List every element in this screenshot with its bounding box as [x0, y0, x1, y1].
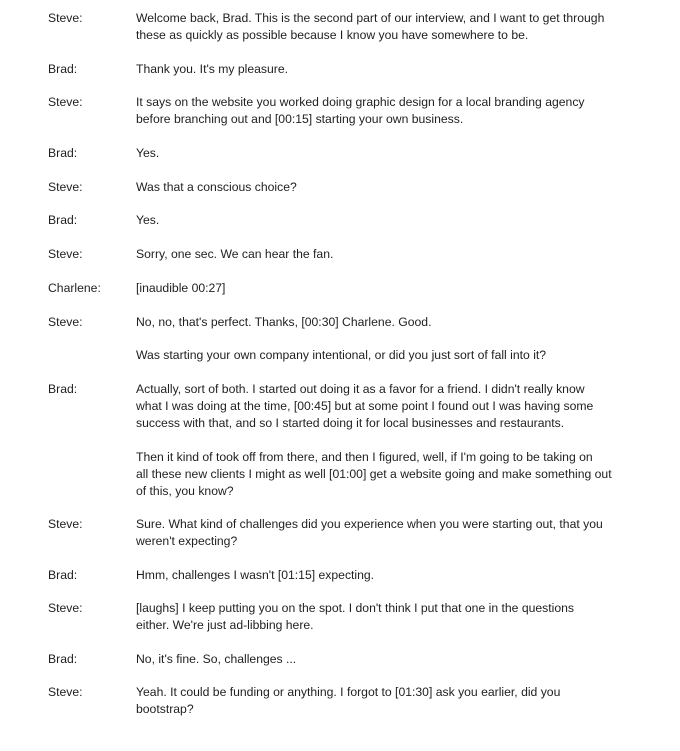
speaker-name: Brad:: [48, 652, 78, 666]
utterance-paragraph: [136, 314, 636, 331]
speaker-name: Steve:: [48, 247, 83, 261]
speaker-name: Brad:: [48, 382, 78, 396]
utterance-paragraph: [136, 347, 636, 364]
speaker-name: Steve:: [48, 180, 83, 194]
utterance-line: before branching out and [00:15] starting your own business.: [136, 112, 464, 126]
utterance-paragraph: [136, 179, 636, 196]
utterance-line: It says on the website you worked doing graphic design for a local branding agency: [136, 95, 585, 109]
speaker-name: Brad:: [48, 568, 78, 582]
speaker-name: Steve:: [48, 601, 83, 615]
utterance-line: bootstrap?: [136, 702, 194, 716]
utterance-line: Yes.: [136, 146, 160, 160]
utterance-line: of this, you know?: [136, 484, 234, 498]
utterance-line: Sorry, one sec. We can hear the fan.: [136, 247, 334, 261]
utterance-line: [inaudible 00:27]: [136, 281, 226, 295]
utterance-line: either. We're just ad-libbing here.: [136, 618, 314, 632]
utterance-line: success with that, and so I started doing it for local businesses and restaurants.: [136, 416, 565, 430]
utterance-line: Welcome back, Brad. This is the second part of our interview, and I want to get through: [136, 11, 605, 25]
speaker-name: Charlene:: [48, 281, 101, 295]
utterance-paragraph: [136, 651, 636, 668]
utterance-line: Thank you. It's my pleasure.: [136, 62, 289, 76]
utterance-line: what I was doing at the time, [00:45] but at some point I found out I was having some: [136, 399, 594, 413]
utterance-paragraph: [136, 449, 636, 500]
utterance-paragraph: [136, 381, 636, 432]
speaker-name: Brad:: [48, 146, 78, 160]
utterance-line: all these new clients I might as well [01:00] get a website going and make something out: [136, 467, 612, 481]
utterance-paragraph: [136, 61, 636, 78]
utterance-paragraph: [136, 516, 636, 550]
speaker-name: Brad:: [48, 62, 78, 76]
utterance-line: Was that a conscious choice?: [136, 180, 297, 194]
speaker-name: Steve:: [48, 315, 83, 329]
utterance-paragraph: [136, 280, 636, 297]
utterance-paragraph: [136, 684, 636, 718]
utterance-line: these as quickly as possible because I know you have somewhere to be.: [136, 28, 529, 42]
speaker-name: Brad:: [48, 213, 78, 227]
speaker-name: Steve:: [48, 95, 83, 109]
speaker-name: Steve:: [48, 11, 83, 25]
utterance-paragraph: [136, 10, 636, 44]
utterance-line: No, no, that's perfect. Thanks, [00:30] Charlene. Good.: [136, 315, 432, 329]
utterance-line: [laughs] I keep putting you on the spot. I don't think I put that one in the questions: [136, 601, 574, 615]
utterance-line: Yeah. It could be funding or anything. I forgot to [01:30] ask you earlier, did you: [136, 685, 561, 699]
utterance-paragraph: [136, 145, 636, 162]
utterance-line: Was starting your own company intentional, or did you just sort of fall into it?: [136, 348, 547, 362]
utterance-line: Then it kind of took off from there, and then I figured, well, if I'm going to be taking on: [136, 450, 593, 464]
utterance-line: Hmm, challenges I wasn't [01:15] expecting.: [136, 568, 375, 582]
utterance-paragraph: [136, 567, 636, 584]
utterance-line: Sure. What kind of challenges did you experience when you were starting out, that you: [136, 517, 603, 531]
utterance-paragraph: [136, 94, 636, 128]
utterance-paragraph: [136, 212, 636, 229]
utterance-paragraph: [136, 246, 636, 263]
utterance-line: Yes.: [136, 213, 160, 227]
speaker-name: Steve:: [48, 685, 83, 699]
utterance-paragraph: [136, 600, 636, 634]
utterance-line: Actually, sort of both. I started out doing it as a favor for a friend. I didn't really know: [136, 382, 585, 396]
utterance-line: weren't expecting?: [136, 534, 238, 548]
utterance-line: No, it's fine. So, challenges ...: [136, 652, 297, 666]
speaker-name: Steve:: [48, 517, 83, 531]
